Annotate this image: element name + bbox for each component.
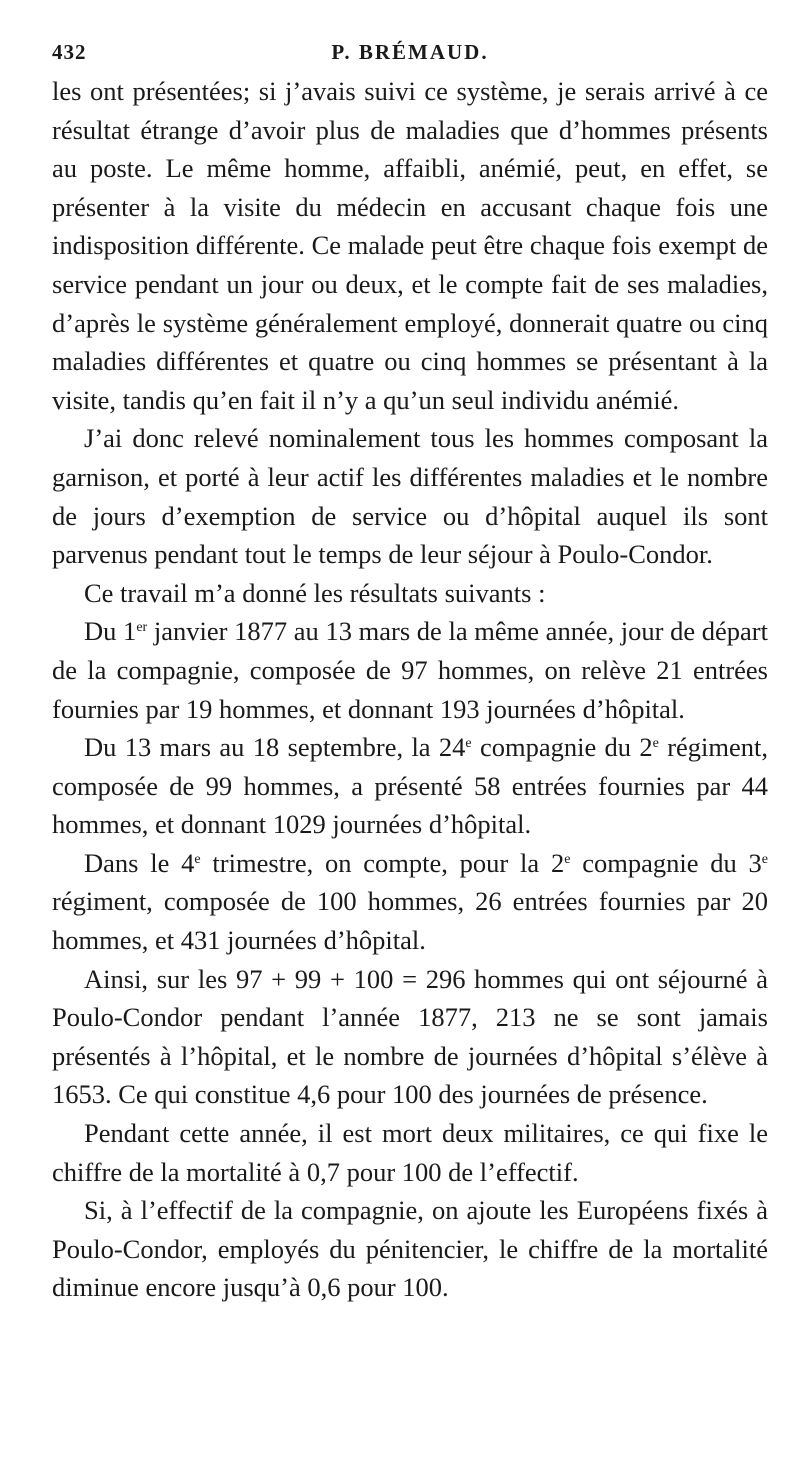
paragraph-text: les ont présentées; si j’avais suivi ce système, je serais arrivé à ce résultat étrange d’avoir plus de maladies que d’hommes présents au poste. Le même homme, affaibli, anémié, peut, en effet, se présenter à la visite du médecin en accusant chaque fois une indisposition différente. Ce malade peut être chaque fois exempt de service pendant un jour ou deux, et le compte fait de ses maladies, d’après le système généralement employé, donnerait quatre ou cinq maladies différentes et quatre ou cinq hommes se présentant à la visite, tandis qu’en fait il n’y a qu’un seul individu anémié.	[52, 76, 768, 415]
superscript: e	[761, 851, 768, 867]
running-head	[52, 40, 768, 72]
paragraph-3	[52, 574, 768, 613]
paragraph-text: Du 13 mars au 18 septembre, la 24	[84, 732, 466, 763]
paragraph-6	[52, 844, 768, 960]
paragraph-text: compagnie du 3	[570, 847, 762, 878]
paragraph-text: Si, à l’effectif de la compagnie, on ajoute les Européens fixés à Poulo-Condor, employés du pénitencier, le chiffre de la mortalité diminue encore jusqu’à 0,6 pour 100.	[52, 1195, 768, 1303]
superscript: e	[652, 736, 659, 752]
paragraph-text: Du 1	[84, 616, 137, 647]
page-number: 432	[52, 40, 87, 64]
paragraph-text: régiment, composée de 100 hommes, 26 entrées fournies par 20 hommes, et 431 journées d’hôpital.	[52, 886, 768, 956]
paragraph-text: Dans le 4	[84, 847, 195, 878]
paragraph-9	[52, 1191, 768, 1307]
paragraph-5	[52, 728, 768, 844]
paragraph-text: compagnie du 2	[471, 732, 653, 763]
paragraph-2	[52, 419, 768, 573]
superscript: er	[136, 620, 148, 636]
paragraph-text: J’ai donc relevé nominalement tous les hommes composant la garnison, et porté à leur actif les différentes maladies et le nombre de jours d’exemption de service ou d’hôpital auquel ils sont parvenus pendant tout le temps de leur séjour à Poulo-Condor.	[52, 423, 768, 570]
running-title: P. BRÉMAUD.	[331, 40, 489, 64]
paragraph-text: Ainsi, sur les 97 + 99 + 100 = 296 hommes qui ont séjourné à Poulo-Condor pendant l’année 1877, 213 ne se sont jamais présentés à l’hôpital, et le nombre de journées d’hôpital s’élève à 1653. Ce qui constitue 4,6 pour 100 des journées de présence.	[52, 963, 768, 1110]
paragraph-text: Pendant cette année, il est mort deux militaires, ce qui fixe le chiffre de la mortalité à 0,7 pour 100 de l’effectif.	[52, 1118, 768, 1187]
paragraph-text: régiment, composée de 99 hommes, a présenté 58 entrées fournies par 44 hommes, et donnant 1029 journées d’hôpital.	[52, 732, 769, 840]
superscript: e	[465, 736, 472, 752]
paragraph-1	[52, 72, 768, 419]
paragraph-text: janvier 1877 au 13 mars de la même année, jour de départ de la compagnie, composée de 97 hommes, on relève 21 entrées fournies par 19 hommes, et donnant 193 journées d’hôpital.	[52, 616, 768, 724]
paragraph-4	[52, 612, 768, 728]
paragraph-7	[52, 960, 768, 1114]
document-page	[52, 40, 768, 1307]
paragraph-text: Ce travail m’a donné les résultats suivants :	[84, 577, 546, 608]
superscript: e	[194, 851, 201, 867]
paragraph-8	[52, 1114, 768, 1191]
paragraph-text: trimestre, on compte, pour la 2	[200, 847, 565, 878]
superscript: e	[564, 851, 571, 867]
body-text	[52, 72, 768, 1307]
